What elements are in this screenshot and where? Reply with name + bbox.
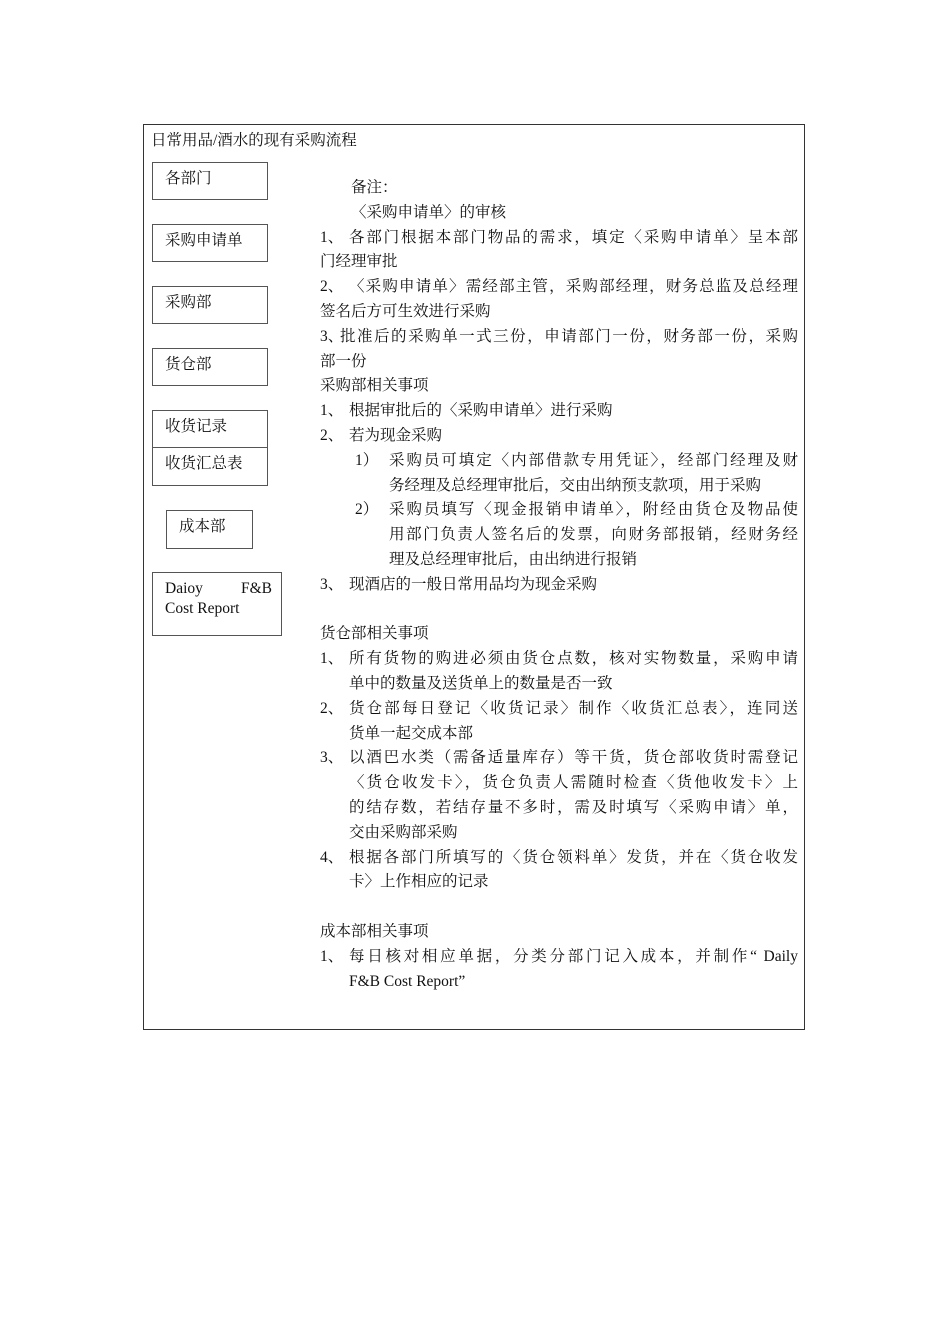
item-text: 现酒店的一般日常用品均为现金采购 [349, 575, 598, 593]
item-text: 根据各部门所填写的〈货仓领料单〉发货，并在〈货仓收发 [349, 848, 798, 866]
item-text-cont: 卡〉上作相应的记录 [349, 873, 489, 891]
flow-box-label: 收货汇总表 [165, 455, 243, 472]
list-item [320, 647, 798, 672]
flow-box-label: 采购部 [165, 294, 212, 311]
item-number: 4、 [320, 848, 344, 866]
flow-box-receiving-record [152, 410, 268, 448]
item-number: 1、 [320, 947, 344, 965]
item-text-cont: 用部门负责人签名后的发票，向财务部报销，经财务经 [389, 526, 798, 544]
item-text-cont: 〈货仓收发卡〉，货仓负责人需随时检查〈货他收发卡〉上 [349, 774, 798, 792]
list-item [320, 573, 798, 598]
list-item [320, 325, 798, 350]
flow-box-warehouse [152, 348, 268, 386]
notes-section [320, 176, 798, 994]
item-text: 根据审批后的〈采购申请单〉进行采购 [349, 402, 613, 420]
item-text: 若为现金采购 [349, 426, 443, 444]
item-number: 3、 [320, 575, 344, 593]
list-item [320, 945, 798, 970]
item-text-cont: 的结存数，若结存量不多时，需及时填写〈采购申请〉单， [349, 798, 798, 816]
list-item [320, 424, 798, 449]
item-number: 1、 [320, 228, 344, 246]
item-text: 〈采购申请单〉需经部主管，采购部经理，财务总监及总经理 [349, 278, 798, 296]
item-text-cont: 门经理审批 [320, 253, 398, 271]
list-item [320, 275, 798, 300]
item-text: 各部门根据本部门物品的需求，填定〈采购申请单〉呈本部 [349, 228, 798, 246]
review-heading: 〈采购申请单〉的审核 [351, 203, 507, 221]
item-text-cont: F&B Cost Report” [349, 972, 466, 990]
flow-box-departments [152, 162, 268, 200]
flow-box-receiving-summary [152, 447, 268, 486]
item-number: 2、 [320, 278, 344, 296]
flow-box-requisition [152, 224, 268, 262]
item-text: 采购员填写〈现金报销申请单〉，附经由货仓及物品使 [389, 501, 798, 519]
item-number: 1、 [320, 650, 344, 668]
item-text-cont: 签名后方可生效进行采购 [320, 302, 491, 320]
list-item [320, 697, 798, 722]
warehouse-heading: 货仓部相关事项 [320, 625, 429, 643]
report-word: Daioy [165, 580, 203, 597]
item-text: 每日核对相应单据，分类分部门记入成本，并制作“ Daily [349, 947, 798, 965]
flow-box-label: 货仓部 [165, 356, 212, 373]
item-text-cont: 交由采购部采购 [349, 823, 458, 841]
flow-box-label: 各部门 [165, 170, 212, 187]
flow-box-label: 采购申请单 [165, 232, 243, 249]
sub-list-item [320, 449, 798, 474]
item-text-cont: 务经理及总经理审批后，交由出纳预支款项，用于采购 [389, 476, 762, 494]
flow-box-label: 收货记录 [165, 418, 228, 435]
item-text-cont: 理及总经理审批后，由出纳进行报销 [389, 550, 638, 568]
item-text: 所有货物的购进必须由货仓点数，核对实物数量，采购申请 [349, 650, 798, 668]
list-item [320, 746, 798, 771]
cost-heading: 成本部相关事项 [320, 922, 429, 940]
item-number: 1） [355, 451, 379, 469]
item-text: 采购员可填定〈内部借款专用凭证〉，经部门经理及财 [389, 451, 798, 469]
item-text-cont: 部一份 [320, 352, 367, 370]
flow-box-label: 成本部 [179, 518, 226, 535]
item-number: 2、 [320, 426, 344, 444]
report-line: Cost Report [165, 600, 240, 617]
list-item [320, 846, 798, 871]
list-item [320, 399, 798, 424]
item-number: 1、 [320, 402, 344, 420]
item-number: 3、 [320, 749, 344, 767]
list-item [320, 226, 798, 251]
flow-box-cost-dept [166, 510, 253, 549]
item-text-cont: 单中的数量及送货单上的数量是否一致 [349, 674, 613, 692]
item-text: 批准后的采购单一式三份，申请部门一份，财务部一份，采购 [340, 327, 798, 345]
item-text: 货仓部每日登记〈收货记录〉制作〈收货汇总表〉，连同送 [349, 699, 798, 717]
report-word: F&B [240, 580, 272, 597]
item-number: 2） [355, 501, 379, 519]
item-text-cont: 货单一起交成本部 [349, 724, 474, 742]
page-title: 日常用品/酒水的现有采购流程 [151, 132, 357, 149]
sub-list-item [320, 498, 798, 523]
notes-heading: 备注： [351, 179, 398, 196]
flow-box-cost-report [152, 572, 282, 636]
item-number: 3、 [320, 327, 344, 345]
flow-box-purchasing [152, 286, 268, 324]
item-text: 以酒巴水类（需备适量库存）等干货，货仓部收货时需登记 [349, 749, 798, 767]
purchasing-heading: 采购部相关事项 [320, 377, 429, 395]
item-number: 2、 [320, 699, 344, 717]
